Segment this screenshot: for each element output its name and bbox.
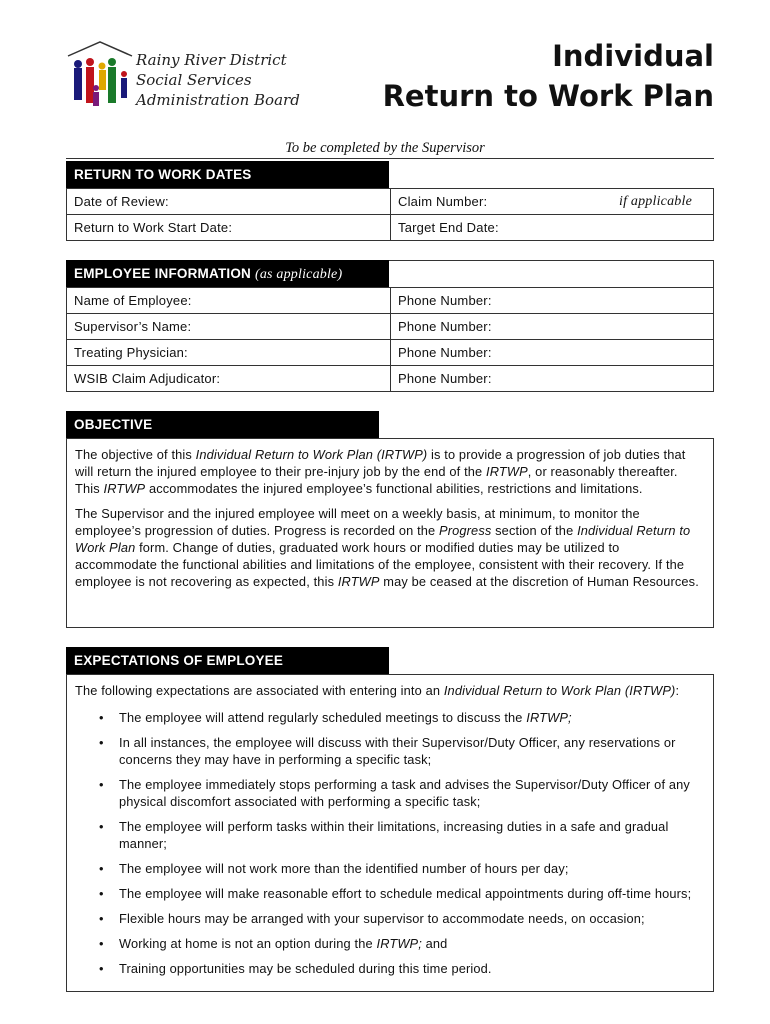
text-run-italic: IRTWP [337, 574, 380, 589]
text-run: The employee will not work more than the identified number of hours per day; [119, 861, 569, 876]
expectations-text-box [66, 674, 714, 992]
text-run-italic: IRTWP [103, 481, 146, 496]
text-run: The following expectations are associated with entering into an [75, 683, 444, 698]
start-date-field[interactable] [67, 215, 391, 241]
text-run: is to provide a progression of job duties that will return the injured employee to their pre-injury job by the end of the [75, 447, 686, 479]
table-row [67, 215, 714, 241]
field-label: Supervisor’s Name: [74, 319, 192, 334]
list-item [75, 935, 705, 952]
section-heading-text: OBJECTIVE [74, 417, 153, 432]
org-line-1: Rainy River District [136, 51, 287, 69]
bullet-icon: • [99, 819, 104, 834]
date-of-review-field[interactable] [67, 189, 391, 215]
text-run: Working at home is not an option during the [119, 936, 377, 951]
adjudicator-phone-field[interactable] [391, 366, 714, 392]
expectations-intro [75, 682, 705, 699]
return-to-work-dates-table [66, 188, 714, 241]
text-run: accommodates the injured employee’s functional abilities, restrictions and limitations. [145, 481, 643, 496]
field-label: WSIB Claim Adjudicator: [74, 371, 221, 386]
table-row [67, 340, 714, 366]
bullet-icon: • [99, 936, 104, 951]
field-label: Name of Employee: [74, 293, 192, 308]
heading-box-tail [389, 260, 714, 287]
text-run-italic: Individual Return to Work Plan (IRTWP) [195, 447, 428, 462]
text-run-italic: Progress [439, 523, 492, 538]
text-run: section of the [491, 523, 578, 538]
text-run: , or reasonably thereafter. This [75, 464, 678, 496]
list-item [75, 960, 705, 977]
supervisor-name-field[interactable] [67, 314, 391, 340]
section-heading-text: EMPLOYEE INFORMATION [74, 266, 252, 281]
list-item [75, 776, 705, 810]
bullet-icon: • [99, 861, 104, 876]
section-heading-text: EXPECTATIONS OF EMPLOYEE [74, 653, 284, 668]
field-label: Return to Work Start Date: [74, 220, 233, 235]
text-run: Flexible hours may be arranged with your supervisor to accommodate needs, on occasion; [119, 911, 645, 926]
employee-phone-field[interactable] [391, 288, 714, 314]
list-item [75, 734, 705, 768]
field-label: Target End Date: [398, 220, 499, 235]
section-heading-objective [66, 411, 379, 438]
list-item [75, 885, 705, 902]
document-title [383, 36, 714, 116]
table-row [67, 366, 714, 392]
text-run-italic: IRTWP; [526, 710, 572, 725]
title-line-2: Return to Work Plan [382, 79, 714, 113]
text-run: The employee immediately stops performing a task and advises the Supervisor/Duty Officer of any physical discomfort associated with performing a specific task; [119, 777, 690, 809]
list-item [75, 910, 705, 927]
title-line-1: Individual [552, 39, 714, 73]
bullet-icon: • [99, 961, 104, 976]
bullet-icon: • [99, 777, 104, 792]
table-row [67, 189, 714, 215]
field-label: Date of Review: [74, 194, 169, 209]
section-heading-employee-information [66, 260, 389, 287]
field-label: Phone Number: [398, 319, 492, 334]
text-run: may be ceased at the discretion of Human Resources. [379, 574, 699, 589]
table-row [67, 288, 714, 314]
field-label: Phone Number: [398, 293, 492, 308]
text-run: In all instances, the employee will discuss with their Supervisor/Duty Officer, any reservations or concerns they may have in performing a specific task; [119, 735, 676, 767]
text-run: The employee will attend regularly scheduled meetings to discuss the [119, 710, 527, 725]
section-heading-expectations [66, 647, 389, 674]
text-run: The Supervisor and the injured employee will meet on a weekly basis, at minimum, to monitor the employee’s progression of duties. Progress is recorded on the [75, 506, 640, 538]
list-item [75, 818, 705, 852]
bullet-icon: • [99, 911, 104, 926]
text-run-italic: IRTWP [486, 464, 528, 479]
divider [66, 158, 714, 159]
text-run-italic: Individual Return to Work Plan (IRTWP) [443, 683, 676, 698]
text-run: : [675, 683, 680, 698]
objective-paragraph-1 [75, 446, 705, 497]
list-item [75, 860, 705, 877]
section-heading-return-to-work-dates [66, 161, 389, 188]
physician-field[interactable] [67, 340, 391, 366]
list-item [75, 709, 705, 726]
org-line-2: Social Services [136, 71, 252, 89]
text-run: The employee will perform tasks within their limitations, increasing duties in a safe and gradual manner; [119, 819, 669, 851]
org-line-3: Administration Board [136, 91, 300, 109]
subtitle: To be completed by the Supervisor [285, 140, 485, 156]
objective-text-box [66, 438, 714, 628]
section-heading-text: RETURN TO WORK DATES [74, 167, 252, 182]
bullet-icon: • [99, 886, 104, 901]
employee-name-field[interactable] [67, 288, 391, 314]
objective-paragraph-2 [75, 505, 705, 590]
text-run-italic: Individual Return to Work Plan [75, 523, 691, 555]
supervisor-phone-field[interactable] [391, 314, 714, 340]
expectations-list [75, 709, 705, 977]
field-label: Phone Number: [398, 371, 492, 386]
bullet-icon: • [99, 735, 104, 750]
table-row [67, 314, 714, 340]
wsib-adjudicator-field[interactable] [67, 366, 391, 392]
target-end-date-field[interactable] [391, 215, 714, 241]
organization-name [136, 50, 300, 110]
field-label: Claim Number: [398, 193, 488, 209]
text-run: Training opportunities may be scheduled during this time period. [119, 961, 492, 976]
heading-note: (as applicable) [254, 267, 343, 282]
field-label: Treating Physician: [74, 345, 188, 360]
field-label: Phone Number: [398, 345, 492, 360]
text-run-italic: IRTWP; [376, 936, 422, 951]
bullet-icon: • [99, 710, 104, 725]
text-run: and [421, 936, 448, 951]
if-applicable-note: if applicable [619, 193, 692, 209]
employee-information-table [66, 287, 714, 392]
text-run: form. Change of duties, graduated work hours or modified duties may be utilized to accommodate the functional abilities and limitations of the employee, consistent with their recovery. If the employee is not recovering as expected, this [75, 540, 685, 589]
text-run: The employee will make reasonable effort to schedule medical appointments during off-time hours; [119, 886, 692, 901]
claim-number-field[interactable] [391, 189, 714, 215]
text-run: The objective of this [75, 447, 196, 462]
physician-phone-field[interactable] [391, 340, 714, 366]
